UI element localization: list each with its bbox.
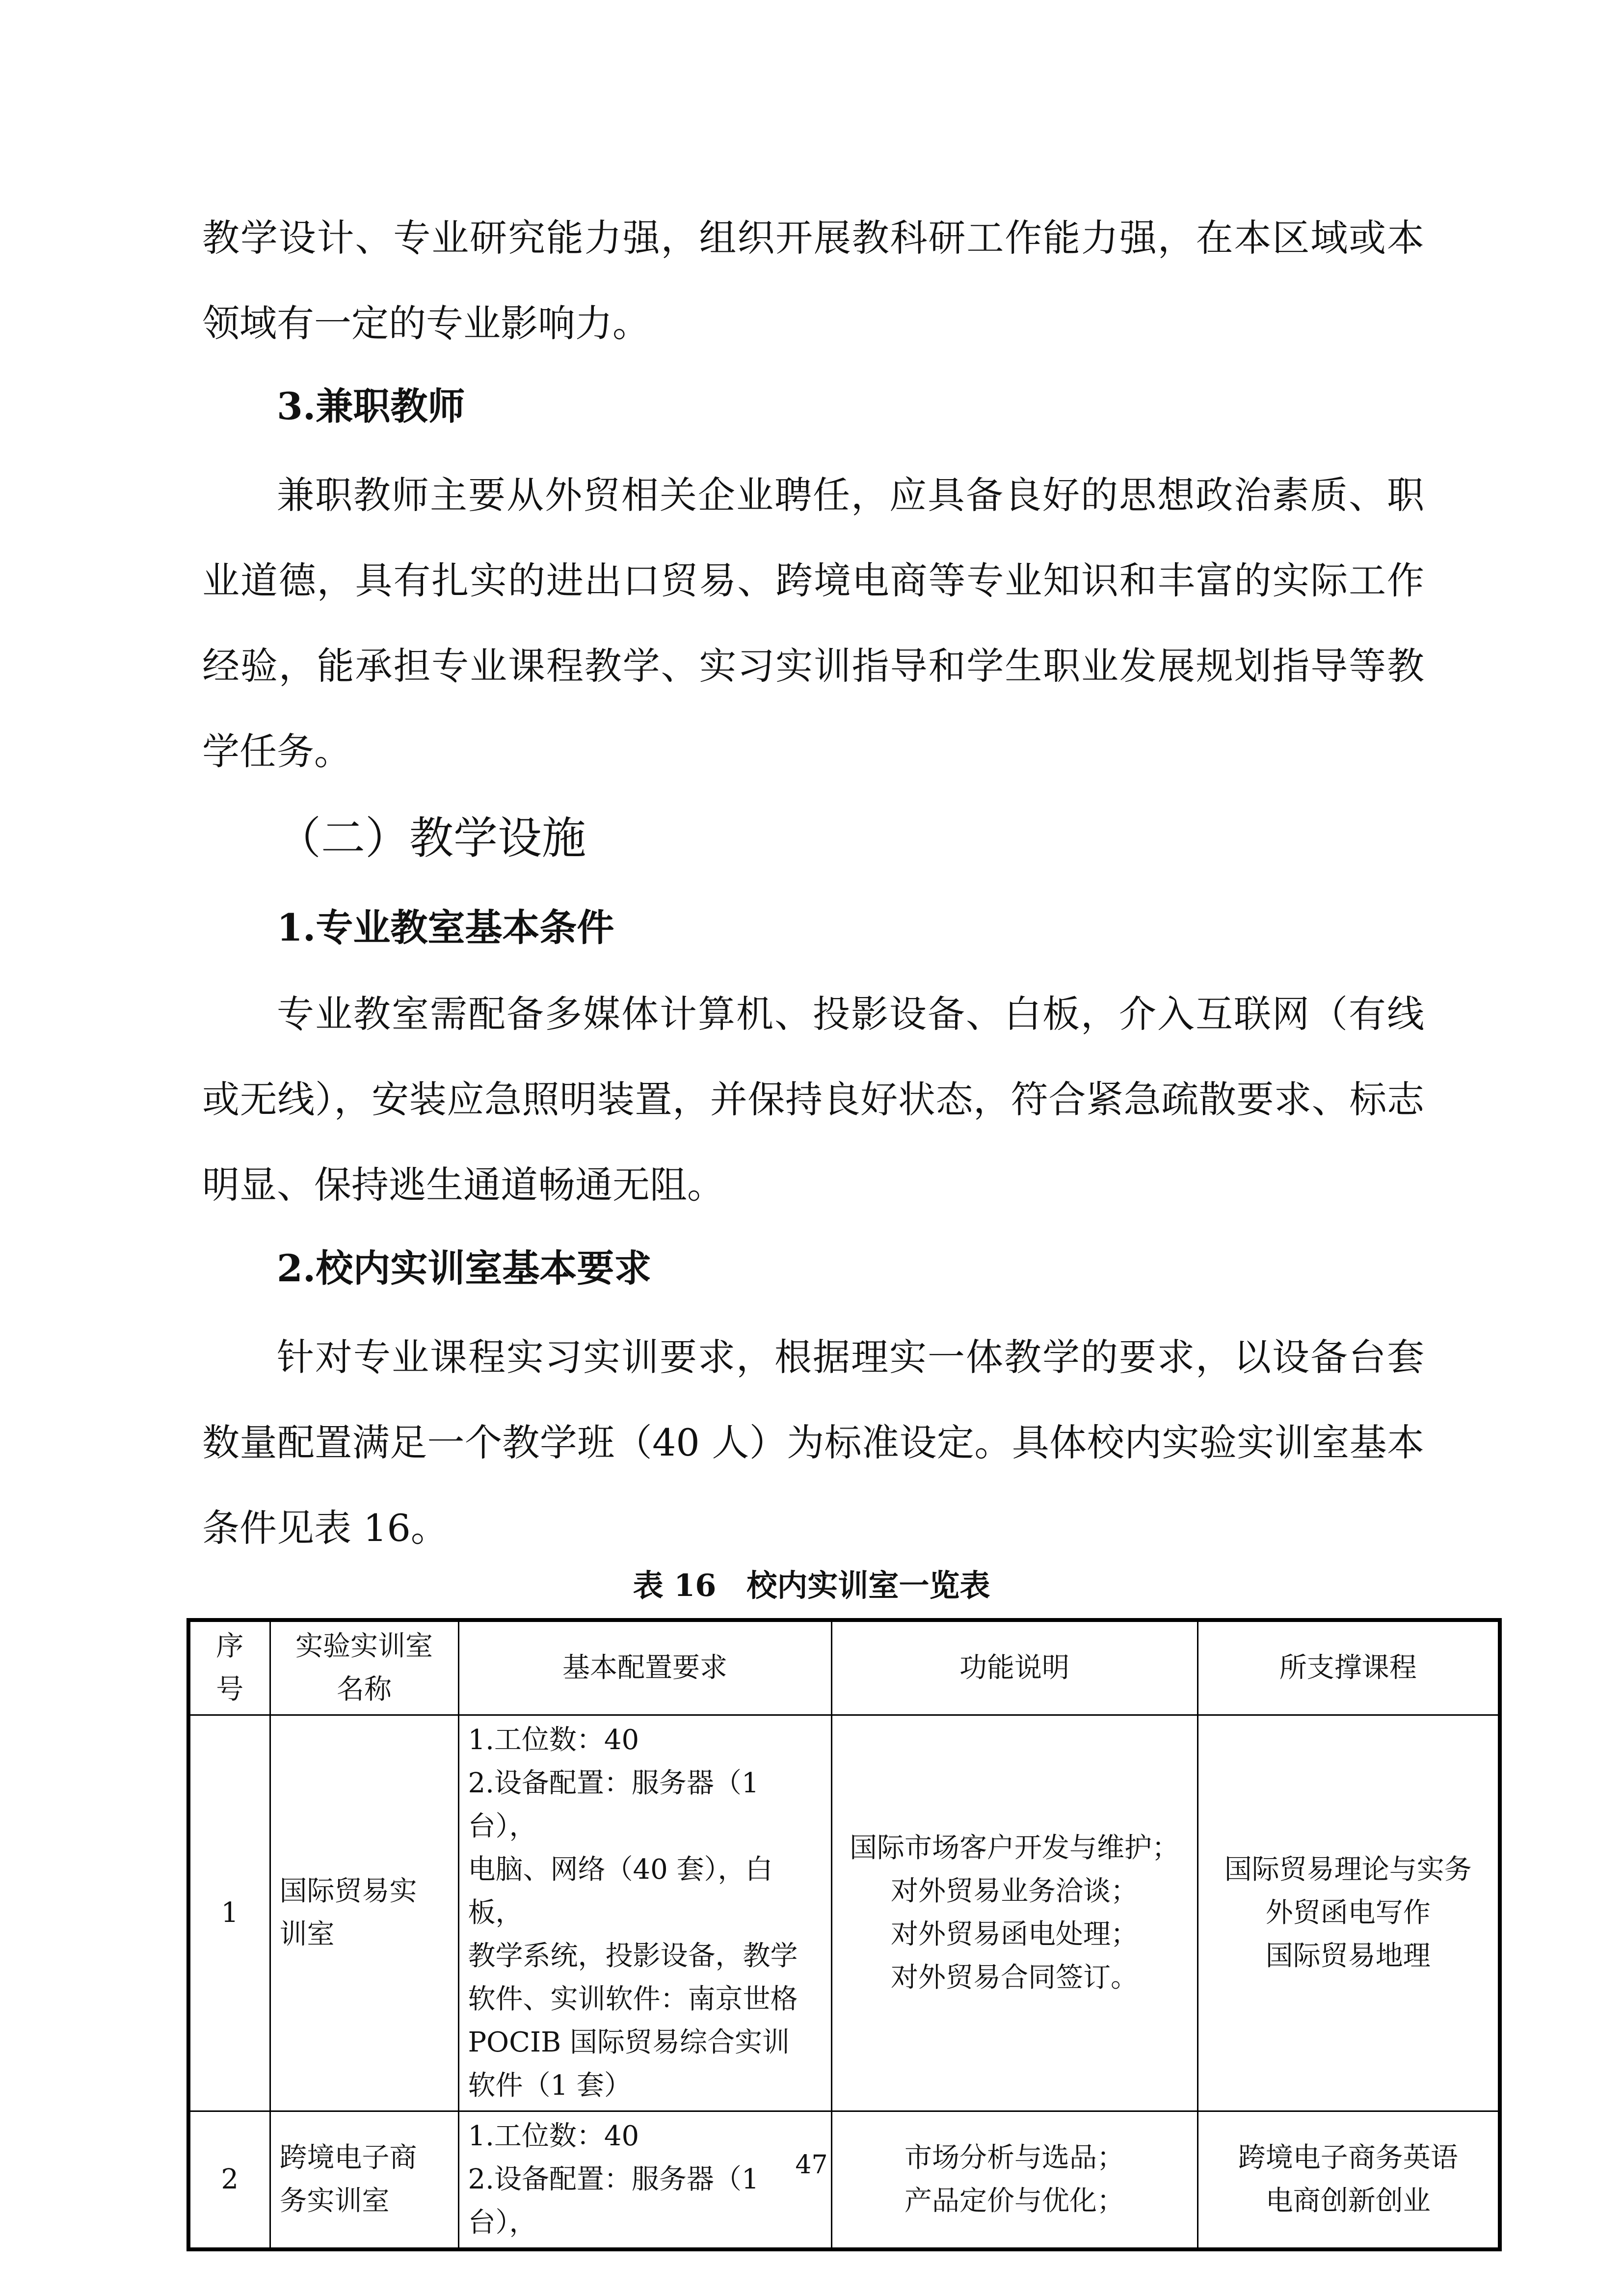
- header-seq: 序 号: [188, 1620, 270, 1715]
- header-lab-name: 实验实训室 名称: [270, 1620, 458, 1715]
- cell-config: 1.工位数：40 2.设备配置：服务器（1 台），: [458, 2111, 831, 2250]
- cell-seq: 1: [188, 1715, 270, 2111]
- table-header-row: [188, 1620, 1500, 1715]
- table-row: [188, 2111, 1500, 2250]
- paragraph-classroom-conditions: 专业教室需配备多媒体计算机、投影设备、白板，介入互联网（有线或无线），安装应急照明装置，并保持良好状态，符合紧急疏散要求、标志明显、保持逃生通道畅通无阻。: [202, 992, 1424, 1207]
- cell-lab-name: 跨境电子商 务实训室: [270, 2111, 458, 2250]
- heading-classroom-conditions: 1.专业教室基本条件: [277, 906, 614, 949]
- paragraph-part-time-teachers: 兼职教师主要从外贸相关企业聘任，应具备良好的思想政治素质、职业道德，具有扎实的进出口贸易、跨境电商等专业知识和丰富的实际工作经验，能承担专业课程教学、实习实训指导和学生职业发展规划指导等教学任务。: [202, 473, 1424, 773]
- cell-courses: 国际贸易理论与实务 外贸函电写作 国际贸易地理: [1197, 1715, 1500, 2111]
- paragraph-lab-requirements: 针对专业课程实习实训要求，根据理实一体教学的要求，以设备台套数量配置满足一个教学班（40 人）为标准设定。具体校内实验实训室基本条件见表 16。: [202, 1335, 1424, 1550]
- cell-courses: 跨境电子商务英语 电商创新创业: [1197, 2111, 1500, 2250]
- heading-part-time-teachers: 3.兼职教师: [277, 384, 465, 428]
- heading-teaching-facilities: （二）教学设施: [277, 812, 586, 864]
- table-row: [188, 1715, 1500, 2111]
- table-caption: 表 16 校内实训室一览表: [633, 1567, 990, 1603]
- header-courses: 所支撑课程: [1197, 1620, 1500, 1715]
- cell-lab-name: 国际贸易实 训室: [270, 1715, 458, 2111]
- header-function: 功能说明: [831, 1620, 1197, 1715]
- page-number: 47: [795, 2150, 828, 2180]
- cell-config: 1.工位数：40 2.设备配置：服务器（1 台）， 电脑、网络（40 套），白板， 教学系统，投影设备，教学 软件、实训软件：南京世格 POCIB 国际贸易综合实训 软件（1 套）: [458, 1715, 831, 2111]
- header-config: 基本配置要求: [458, 1620, 831, 1715]
- paragraph-teacher-ability: 教学设计、专业研究能力强，组织开展教科研工作能力强，在本区域或本领域有一定的专业影响力。: [202, 216, 1424, 345]
- cell-seq: 2: [188, 2111, 270, 2250]
- heading-lab-requirements: 2.校内实训室基本要求: [277, 1246, 652, 1290]
- cell-function: 国际市场客户开发与维护； 对外贸易业务洽谈； 对外贸易函电处理； 对外贸易合同签订。: [831, 1715, 1197, 2111]
- cell-function: 市场分析与选品； 产品定价与优化；: [831, 2111, 1197, 2250]
